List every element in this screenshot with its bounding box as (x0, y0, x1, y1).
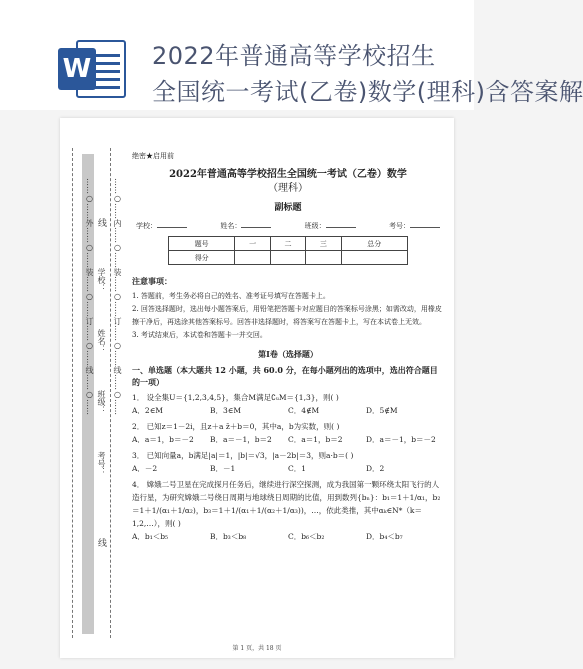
field-number-blank[interactable] (410, 227, 440, 228)
field-name-label: 姓名： (220, 222, 242, 230)
field-school-blank[interactable] (157, 227, 187, 228)
binding-margin (60, 118, 122, 658)
option: C．1 (288, 464, 307, 473)
banner-title-line1: 2022年普通高等学校招生 (152, 42, 436, 70)
binding-field-class: 班级： (97, 390, 106, 415)
exam-subtitle: （理科） (268, 183, 308, 194)
part-heading: 第Ⅰ卷（选择题） (258, 349, 318, 359)
question-stem: 1． 设全集U＝{1,2,3,4,5}，集合M满足∁ᵤM＝{1,3}，则( ) (132, 393, 339, 402)
question-options (132, 404, 444, 417)
option: B．a＝－1，b＝2 (210, 435, 272, 444)
option: B．b₃＜b₈ (210, 532, 247, 541)
score-header-cell: 题号 (169, 237, 235, 251)
option: D．2 (366, 464, 385, 473)
option: C．b₆＜b₂ (288, 532, 325, 541)
score-header-cell: 一 (235, 237, 270, 251)
question-options (132, 462, 444, 475)
question-stem: 2． 已知z＝1－2i，且z＋a z̄＋b＝0，其中a，b为实数，则( ) (132, 422, 340, 431)
binding-field-school: 学校： (97, 268, 106, 292)
binding-dashed-line-inner (110, 148, 111, 638)
option: D．5∉M (366, 406, 398, 415)
notes-heading: 注意事项： (132, 276, 172, 286)
binding-strip-text-outer: ……○……外……○……装……○……订……○……线……○…… (85, 178, 94, 415)
student-info-fields (132, 220, 444, 232)
note-item: 2. 回答选择题时，选出每小题答案后，用铅笔把答题卡对应题目的答案标号涂黑；如需改动，用橡皮擦干净后，再选涂其他答案标号。回答非选择题时，将答案写在答题卡上，写在本试卷上无效。 (132, 305, 442, 326)
option: B．3∈M (210, 406, 242, 415)
option: A．a＝1，b＝－2 (132, 435, 194, 444)
score-header-cell: 三 (306, 237, 341, 251)
score-table (168, 236, 408, 265)
score-header-cell: 总分 (341, 237, 407, 251)
field-number-label: 考号： (388, 222, 410, 230)
exam-title: 2022年普通高等学校招生全国统一考试（乙卷）数学 (169, 169, 407, 180)
option: A．－2 (132, 464, 158, 473)
option: B．－1 (210, 464, 236, 473)
binding-field-name: 姓名： (97, 329, 106, 354)
score-cell (306, 251, 341, 265)
field-school-label: 学校： (136, 222, 157, 230)
word-logo-tile: W (58, 48, 96, 90)
question-stem: 3． 已知向量a，b满足|a|＝1，|b|＝√3，|a－2b|＝3，则a·b＝( ) (132, 451, 354, 460)
score-row-label: 得分 (169, 251, 235, 265)
field-name-blank[interactable] (241, 227, 271, 228)
field-class-label: 班级： (304, 222, 326, 230)
score-header-cell: 二 (270, 237, 305, 251)
paper-content (132, 150, 444, 546)
option: A．b₁＜b₅ (132, 532, 169, 541)
question-options (132, 530, 444, 543)
score-table-header-row (169, 237, 408, 251)
binding-label-line-2: 线 (96, 538, 106, 547)
score-table-score-row (169, 251, 408, 265)
binding-label-line-1: 线 (96, 218, 106, 227)
binding-student-fields (96, 268, 106, 488)
banner-title (152, 38, 583, 110)
score-cell (341, 251, 407, 265)
binding-dashed-line-outer (72, 148, 73, 638)
note-item: 1. 答题前，考生务必将自己的姓名、准考证号填写在答题卡上。 (132, 292, 330, 300)
word-document-icon (58, 40, 130, 98)
question-stem: 4． 嫦娥二号卫星在完成探月任务后，继续进行深空探测，成为我国第一颗环绕太阳飞行的人造行星，为研究嫦娥二号绕日周期与地球绕日周期的比值，用到数列{bₙ}：b₁＝1＋1/α₁，b₂＝1＋1/(α₁＋1/α₂)，b₃＝1＋1/(α₁＋1/(α₂＋1/α₃))，…，依此类推，其中αₖ∈N*（k＝1,2,…），则( ) (132, 480, 441, 528)
banner-title-line2: 全国统一考试(乙卷)数学(理科)含答案解 (152, 78, 583, 106)
binding-field-number: 考号： (97, 451, 106, 476)
exam-paper-page (60, 118, 454, 658)
field-class-blank[interactable] (326, 227, 356, 228)
score-cell (235, 251, 270, 265)
binding-strip-text-inner: ……○……内……○……装……○……订……○……线……○…… (113, 178, 122, 415)
option: C．4∉M (288, 406, 320, 415)
banner (0, 0, 583, 110)
confidential-mark: 绝密★启用前 (132, 152, 174, 160)
option: A．2∈M (132, 406, 163, 415)
option: C．a＝1，b＝2 (288, 435, 343, 444)
score-cell (270, 251, 305, 265)
option: D．b₄＜b₇ (366, 532, 403, 541)
note-item: 3. 考试结束后，本试卷和答题卡一并交回。 (132, 331, 267, 339)
option: D．a＝－1，b＝－2 (366, 435, 436, 444)
section-heading: 一、单选题（本大题共 12 小题，共 60.0 分，在每小题列出的选项中，选出符合题目的一项） (132, 365, 438, 387)
page-footer: 第 1 页，共 18 页 (232, 645, 282, 652)
question-options (132, 433, 444, 446)
secondary-title: 副标题 (274, 203, 302, 213)
